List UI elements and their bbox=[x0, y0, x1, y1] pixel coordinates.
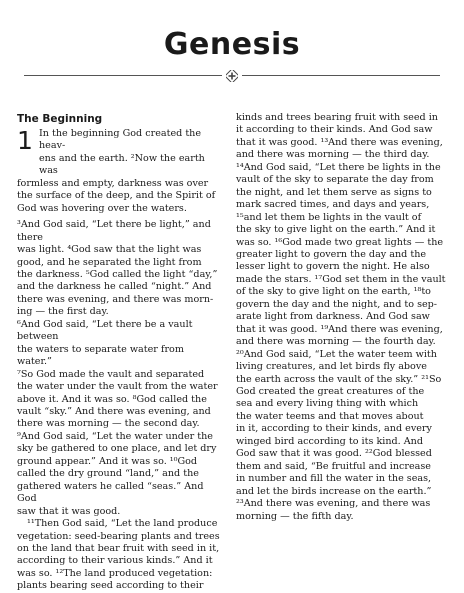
text-line: vegetation: seed-bearing plants and trees bbox=[17, 530, 220, 542]
text-line: ²³And there was evening, and there was bbox=[236, 498, 431, 510]
text-line: the earth across the vault of the sky.” ²¹So bbox=[236, 373, 442, 385]
chapter-number: 1 bbox=[17, 126, 33, 155]
text-line: them and said, “Be fruitful and increase bbox=[236, 460, 431, 472]
text-line: ⁷So God made the vault and separated bbox=[17, 368, 205, 380]
book-title: Genesis bbox=[163, 27, 301, 62]
text-line: and let the birds increase on the earth.” bbox=[236, 485, 432, 497]
text-line: the water teems and that moves about bbox=[236, 410, 424, 422]
ornament-rule-right bbox=[242, 75, 440, 76]
text-line: mark sacred times, and days and years, bbox=[236, 199, 430, 211]
text-line: lesser light to govern the night. He also bbox=[236, 261, 430, 273]
text-line: gathered waters he called “seas.” And God bbox=[17, 480, 204, 505]
text-line: in number and fill the water in the seas, bbox=[236, 473, 432, 485]
text-line: arate light from darkness. And God saw bbox=[236, 311, 430, 323]
text-line: formless and empty, darkness was over bbox=[17, 177, 209, 189]
text-line: living creatures, and let birds fly above bbox=[236, 361, 427, 373]
text-line: kinds and trees bearing fruit with seed in bbox=[236, 112, 438, 123]
text-line: the night, and let them serve as signs to bbox=[236, 186, 432, 198]
text-line: vault of the sky to separate the day from bbox=[236, 174, 434, 186]
text-line: In the beginning God created the heav- bbox=[39, 128, 202, 152]
chapter-opening bbox=[17, 128, 220, 215]
text-line: was so. ¹⁶God made two great lights — the bbox=[236, 236, 444, 248]
text-line: that it was good. ¹⁹And there was evening, bbox=[236, 323, 443, 335]
text-line: the waters to separate water from water.” bbox=[17, 343, 184, 368]
text-line: called the dry ground “land,” and the bbox=[17, 468, 199, 480]
text-line: of the sky to give light on the earth, ¹⁸to bbox=[236, 286, 431, 298]
text-line: God was hovering over the waters. bbox=[17, 202, 187, 214]
text-line: ¹¹Then God said, “Let the land produce bbox=[27, 518, 218, 530]
text-line: plants bearing seed according to their bbox=[17, 580, 204, 592]
text-line: ing — the first day. bbox=[17, 306, 109, 318]
text-line: sea and every living thing with which bbox=[236, 398, 419, 410]
text-line: ²⁰And God said, “Let the water teem with bbox=[236, 348, 437, 360]
text-line: was so. ¹²The land produced vegetation: bbox=[17, 567, 213, 579]
text-line: ⁶And God said, “Let there be a vault between bbox=[17, 318, 193, 343]
text-line: ³And God said, “Let there be light,” and there bbox=[17, 219, 211, 243]
text-line: God created the great creatures of the bbox=[236, 385, 425, 397]
text-line: according to their various kinds.” And it bbox=[17, 555, 213, 567]
text-line: the water under the vault from the water bbox=[17, 381, 218, 393]
left-column bbox=[17, 112, 220, 593]
text-line: saw that it was good. bbox=[17, 505, 121, 517]
text-line: ¹⁵and let them be lights in the vault of bbox=[236, 211, 422, 223]
text-line: the surface of the deep, and the Spirit of bbox=[17, 190, 216, 202]
text-line: it according to their kinds. And God saw bbox=[236, 124, 433, 136]
text-line: ¹⁴And God said, “Let there be lights in the bbox=[236, 161, 441, 173]
ornament-rule-left bbox=[24, 75, 222, 76]
section-heading: The Beginning bbox=[17, 113, 103, 125]
text-line: good, and he separated the light from bbox=[17, 256, 202, 268]
right-column bbox=[236, 112, 448, 523]
text-line: greater light to govern the day and the bbox=[236, 248, 427, 260]
text-line: was light. ⁴God saw that the light was bbox=[17, 244, 202, 256]
text-line: there was morning — the second day. bbox=[17, 418, 200, 430]
text-line: the sky to give light on the earth.” And it bbox=[236, 224, 436, 236]
text-line: ground appear.” And it was so. ¹⁰God bbox=[17, 455, 198, 467]
text-line: there was evening, and there was morn- bbox=[17, 293, 214, 305]
text-line: ens and the earth. ²Now the earth was bbox=[39, 152, 205, 177]
text-line: above it. And it was so. ⁸God called the bbox=[17, 393, 207, 405]
text-line: the darkness. ⁵God called the light “day,” bbox=[17, 268, 218, 280]
text-line: govern the day and the night, and to sep- bbox=[236, 298, 438, 310]
text-line: and the darkness he called “night.” And bbox=[17, 281, 212, 293]
text-line: and there was morning — the fourth day. bbox=[236, 336, 436, 348]
text-line: in it, according to their kinds, and every bbox=[236, 423, 432, 435]
cross-icon bbox=[226, 70, 238, 82]
title-ornament bbox=[24, 71, 440, 81]
text-line: that it was good. ¹³And there was evening, bbox=[236, 136, 443, 148]
text-line: made the stars. ¹⁷God set them in the vault bbox=[236, 273, 446, 285]
text-line: vault “sky.” And there was evening, and bbox=[17, 405, 211, 417]
text-line: winged bird according to its kind. And bbox=[236, 435, 423, 447]
text-line: sky be gathered to one place, and let dry bbox=[17, 443, 217, 455]
text-line: ⁹And God said, “Let the water under the bbox=[17, 430, 213, 442]
text-line: on the land that bear fruit with seed in it, bbox=[17, 542, 220, 554]
text-line: and there was morning — the third day. bbox=[236, 149, 430, 161]
text-line: God saw that it was good. ²²God blessed bbox=[236, 448, 432, 460]
text-line: morning — the fifth day. bbox=[236, 510, 354, 522]
